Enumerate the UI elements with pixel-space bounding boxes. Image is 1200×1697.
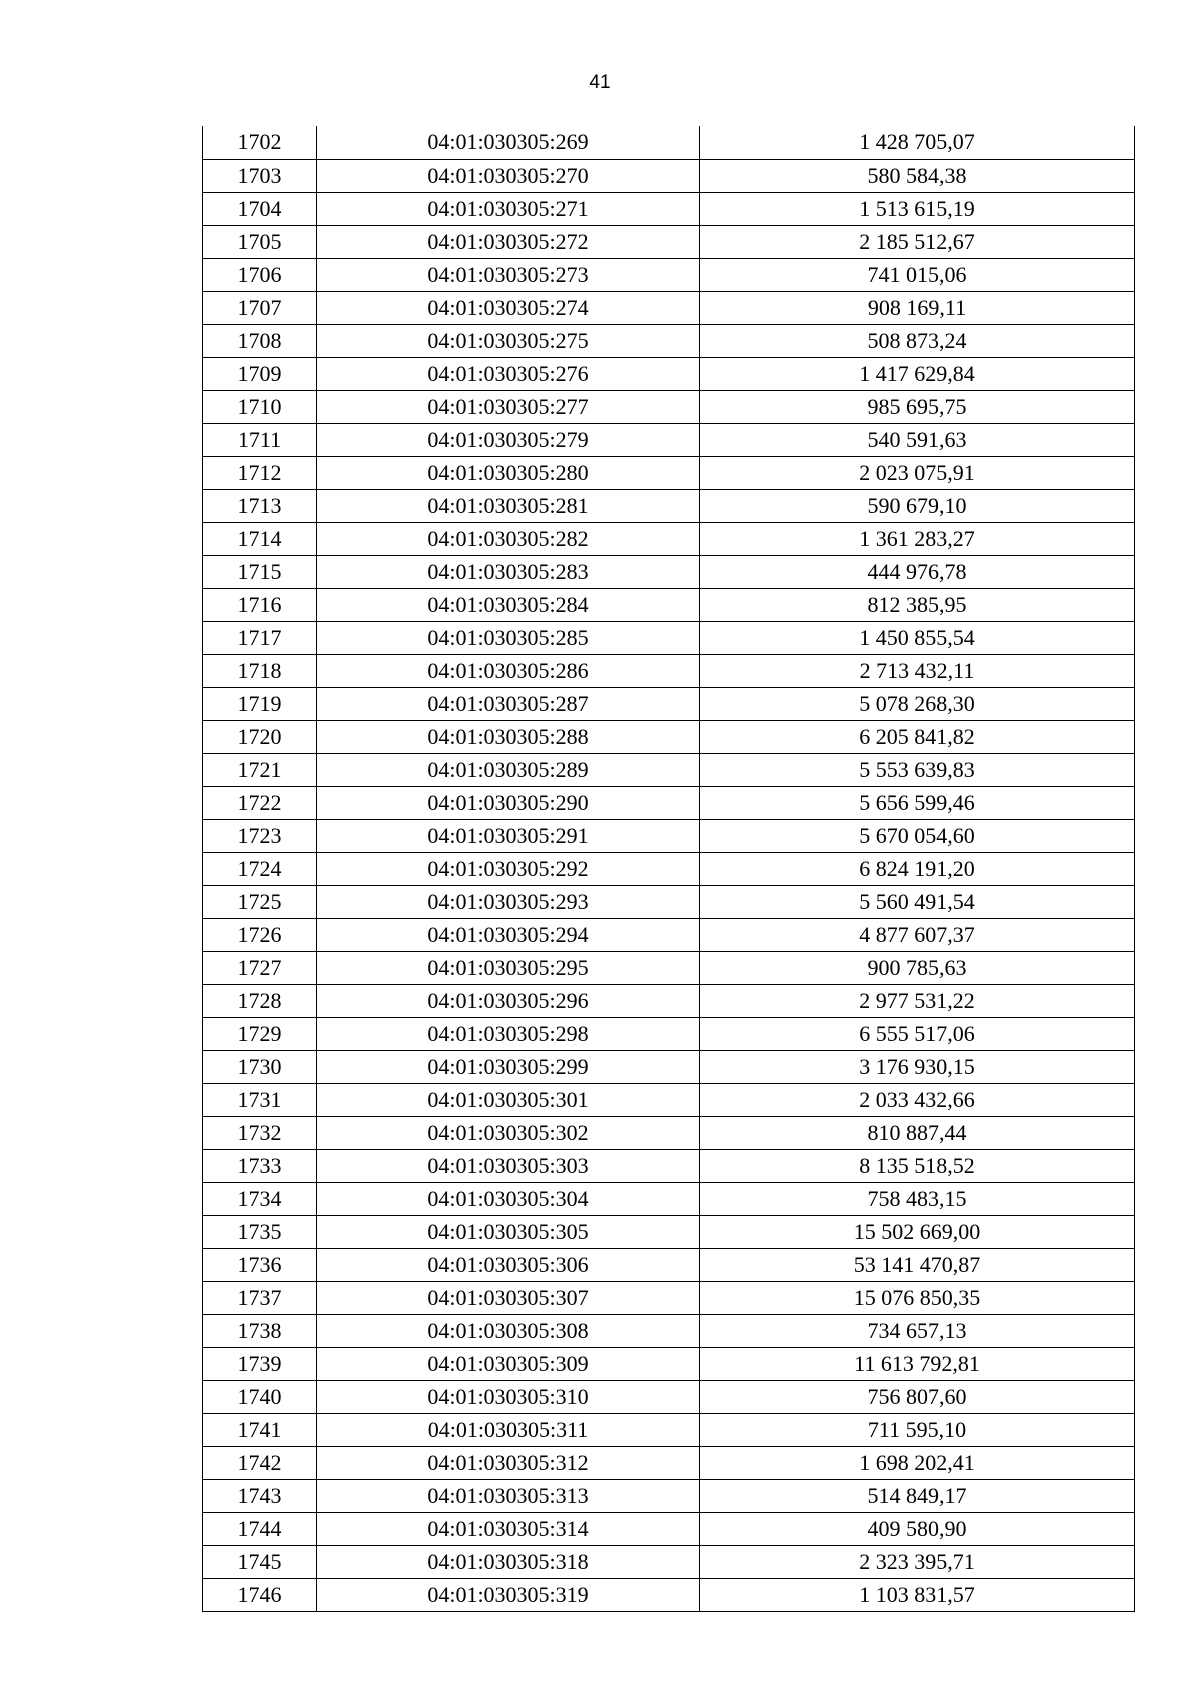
table-row	[203, 159, 1135, 192]
cadastral-value-cell: 508 873,24	[700, 324, 1135, 357]
cadastral-number-cell: 04:01:030305:283	[317, 555, 700, 588]
table-row	[203, 1479, 1135, 1512]
cadastral-number-cell: 04:01:030305:306	[317, 1248, 700, 1281]
row-number-cell: 1712	[203, 456, 317, 489]
cadastral-number-cell: 04:01:030305:295	[317, 951, 700, 984]
cadastral-number-cell: 04:01:030305:291	[317, 819, 700, 852]
cadastral-number-cell: 04:01:030305:304	[317, 1182, 700, 1215]
cadastral-number-cell: 04:01:030305:318	[317, 1545, 700, 1578]
cadastral-value-cell: 590 679,10	[700, 489, 1135, 522]
table-row	[203, 720, 1135, 753]
table-row	[203, 621, 1135, 654]
row-number-cell: 1736	[203, 1248, 317, 1281]
table-row	[203, 258, 1135, 291]
row-number-cell: 1705	[203, 225, 317, 258]
row-number-cell: 1726	[203, 918, 317, 951]
cadastral-number-cell: 04:01:030305:296	[317, 984, 700, 1017]
row-number-cell: 1708	[203, 324, 317, 357]
cadastral-value-cell: 580 584,38	[700, 159, 1135, 192]
table-row	[203, 1017, 1135, 1050]
cadastral-value-cell: 1 428 705,07	[700, 126, 1135, 159]
cadastral-value-cell: 1 417 629,84	[700, 357, 1135, 390]
cadastral-number-cell: 04:01:030305:279	[317, 423, 700, 456]
cadastral-number-cell: 04:01:030305:272	[317, 225, 700, 258]
cadastral-number-cell: 04:01:030305:284	[317, 588, 700, 621]
cadastral-value-cell: 540 591,63	[700, 423, 1135, 456]
cadastral-number-cell: 04:01:030305:298	[317, 1017, 700, 1050]
table-row	[203, 1149, 1135, 1182]
row-number-cell: 1703	[203, 159, 317, 192]
table-row	[203, 786, 1135, 819]
cadastral-value-cell: 908 169,11	[700, 291, 1135, 324]
cadastral-number-cell: 04:01:030305:270	[317, 159, 700, 192]
cadastral-value-cell: 15 076 850,35	[700, 1281, 1135, 1314]
table-row	[203, 1512, 1135, 1545]
table-row	[203, 192, 1135, 225]
cadastral-value-cell: 5 670 054,60	[700, 819, 1135, 852]
cadastral-number-cell: 04:01:030305:305	[317, 1215, 700, 1248]
cadastral-value-cell: 6 205 841,82	[700, 720, 1135, 753]
cadastral-number-cell: 04:01:030305:287	[317, 687, 700, 720]
row-number-cell: 1737	[203, 1281, 317, 1314]
table-row	[203, 1050, 1135, 1083]
cadastral-number-cell: 04:01:030305:274	[317, 291, 700, 324]
cadastral-number-cell: 04:01:030305:299	[317, 1050, 700, 1083]
row-number-cell: 1745	[203, 1545, 317, 1578]
cadastral-value-cell: 409 580,90	[700, 1512, 1135, 1545]
cadastral-number-cell: 04:01:030305:276	[317, 357, 700, 390]
row-number-cell: 1730	[203, 1050, 317, 1083]
cadastral-number-cell: 04:01:030305:286	[317, 654, 700, 687]
cadastral-number-cell: 04:01:030305:312	[317, 1446, 700, 1479]
cadastral-number-cell: 04:01:030305:282	[317, 522, 700, 555]
row-number-cell: 1742	[203, 1446, 317, 1479]
table-row	[203, 423, 1135, 456]
cadastral-value-cell: 810 887,44	[700, 1116, 1135, 1149]
table-row	[203, 1248, 1135, 1281]
cadastral-value-cell: 11 613 792,81	[700, 1347, 1135, 1380]
cadastral-number-cell: 04:01:030305:273	[317, 258, 700, 291]
cadastral-number-cell: 04:01:030305:293	[317, 885, 700, 918]
row-number-cell: 1731	[203, 1083, 317, 1116]
row-number-cell: 1728	[203, 984, 317, 1017]
table-row	[203, 1083, 1135, 1116]
row-number-cell: 1746	[203, 1578, 317, 1611]
cadastral-value-cell: 3 176 930,15	[700, 1050, 1135, 1083]
cadastral-number-cell: 04:01:030305:319	[317, 1578, 700, 1611]
row-number-cell: 1735	[203, 1215, 317, 1248]
cadastral-value-cell: 444 976,78	[700, 555, 1135, 588]
cadastral-number-cell: 04:01:030305:310	[317, 1380, 700, 1413]
row-number-cell: 1740	[203, 1380, 317, 1413]
table-row	[203, 885, 1135, 918]
cadastral-value-cell: 6 824 191,20	[700, 852, 1135, 885]
row-number-cell: 1727	[203, 951, 317, 984]
row-number-cell: 1743	[203, 1479, 317, 1512]
cadastral-number-cell: 04:01:030305:289	[317, 753, 700, 786]
table-row	[203, 819, 1135, 852]
row-number-cell: 1733	[203, 1149, 317, 1182]
table-row	[203, 1380, 1135, 1413]
table-row	[203, 951, 1135, 984]
row-number-cell: 1716	[203, 588, 317, 621]
cadastral-value-cell: 1 698 202,41	[700, 1446, 1135, 1479]
cadastral-number-cell: 04:01:030305:313	[317, 1479, 700, 1512]
table-row	[203, 357, 1135, 390]
row-number-cell: 1706	[203, 258, 317, 291]
table-row	[203, 225, 1135, 258]
table-row	[203, 390, 1135, 423]
cadastral-number-cell: 04:01:030305:275	[317, 324, 700, 357]
cadastral-value-cell: 6 555 517,06	[700, 1017, 1135, 1050]
table-row	[203, 852, 1135, 885]
table-row	[203, 291, 1135, 324]
row-number-cell: 1725	[203, 885, 317, 918]
table-row	[203, 1314, 1135, 1347]
cadastral-value-cell: 53 141 470,87	[700, 1248, 1135, 1281]
row-number-cell: 1734	[203, 1182, 317, 1215]
cadastral-value-cell: 900 785,63	[700, 951, 1135, 984]
cadastral-value-cell: 711 595,10	[700, 1413, 1135, 1446]
cadastral-number-cell: 04:01:030305:302	[317, 1116, 700, 1149]
table-body	[203, 126, 1135, 1611]
cadastral-number-cell: 04:01:030305:307	[317, 1281, 700, 1314]
row-number-cell: 1704	[203, 192, 317, 225]
cadastral-value-cell: 1 103 831,57	[700, 1578, 1135, 1611]
cadastral-number-cell: 04:01:030305:301	[317, 1083, 700, 1116]
row-number-cell: 1710	[203, 390, 317, 423]
cadastral-number-cell: 04:01:030305:271	[317, 192, 700, 225]
cadastral-value-cell: 812 385,95	[700, 588, 1135, 621]
table-row	[203, 687, 1135, 720]
table-row	[203, 1347, 1135, 1380]
cadastral-value-cell: 15 502 669,00	[700, 1215, 1135, 1248]
row-number-cell: 1709	[203, 357, 317, 390]
cadastral-number-cell: 04:01:030305:288	[317, 720, 700, 753]
row-number-cell: 1702	[203, 126, 317, 159]
row-number-cell: 1715	[203, 555, 317, 588]
table-row	[203, 1182, 1135, 1215]
cadastral-value-cell: 4 877 607,37	[700, 918, 1135, 951]
cadastral-number-cell: 04:01:030305:290	[317, 786, 700, 819]
cadastral-value-cell: 2 185 512,67	[700, 225, 1135, 258]
table-row	[203, 984, 1135, 1017]
cadastral-value-cell: 985 695,75	[700, 390, 1135, 423]
cadastral-value-table	[202, 126, 1135, 1612]
row-number-cell: 1739	[203, 1347, 317, 1380]
table-row	[203, 489, 1135, 522]
table-row	[203, 588, 1135, 621]
row-number-cell: 1718	[203, 654, 317, 687]
cadastral-value-cell: 741 015,06	[700, 258, 1135, 291]
cadastral-value-cell: 2 023 075,91	[700, 456, 1135, 489]
row-number-cell: 1732	[203, 1116, 317, 1149]
cadastral-number-cell: 04:01:030305:314	[317, 1512, 700, 1545]
row-number-cell: 1707	[203, 291, 317, 324]
cadastral-value-cell: 2 977 531,22	[700, 984, 1135, 1017]
cadastral-value-cell: 758 483,15	[700, 1182, 1135, 1215]
table-row	[203, 654, 1135, 687]
cadastral-value-cell: 1 513 615,19	[700, 192, 1135, 225]
table-row	[203, 1116, 1135, 1149]
row-number-cell: 1711	[203, 423, 317, 456]
row-number-cell: 1723	[203, 819, 317, 852]
table-row	[203, 1446, 1135, 1479]
table-row	[203, 1215, 1135, 1248]
table-row	[203, 522, 1135, 555]
cadastral-number-cell: 04:01:030305:285	[317, 621, 700, 654]
row-number-cell: 1714	[203, 522, 317, 555]
cadastral-value-cell: 1 361 283,27	[700, 522, 1135, 555]
table-row	[203, 1413, 1135, 1446]
cadastral-number-cell: 04:01:030305:280	[317, 456, 700, 489]
cadastral-value-cell: 2 713 432,11	[700, 654, 1135, 687]
row-number-cell: 1744	[203, 1512, 317, 1545]
row-number-cell: 1721	[203, 753, 317, 786]
cadastral-value-cell: 756 807,60	[700, 1380, 1135, 1413]
table-row	[203, 753, 1135, 786]
cadastral-number-cell: 04:01:030305:277	[317, 390, 700, 423]
cadastral-value-cell: 5 078 268,30	[700, 687, 1135, 720]
cadastral-value-cell: 2 033 432,66	[700, 1083, 1135, 1116]
row-number-cell: 1722	[203, 786, 317, 819]
row-number-cell: 1729	[203, 1017, 317, 1050]
cadastral-number-cell: 04:01:030305:269	[317, 126, 700, 159]
row-number-cell: 1720	[203, 720, 317, 753]
row-number-cell: 1724	[203, 852, 317, 885]
cadastral-value-cell: 5 656 599,46	[700, 786, 1135, 819]
page-number: 41	[589, 72, 611, 93]
table-row	[203, 456, 1135, 489]
cadastral-value-cell: 734 657,13	[700, 1314, 1135, 1347]
cadastral-number-cell: 04:01:030305:303	[317, 1149, 700, 1182]
table-row	[203, 1578, 1135, 1611]
table-row	[203, 555, 1135, 588]
cadastral-value-cell: 1 450 855,54	[700, 621, 1135, 654]
table-row	[203, 1281, 1135, 1314]
cadastral-value-cell: 514 849,17	[700, 1479, 1135, 1512]
cadastral-number-cell: 04:01:030305:292	[317, 852, 700, 885]
cadastral-number-cell: 04:01:030305:294	[317, 918, 700, 951]
cadastral-number-cell: 04:01:030305:311	[317, 1413, 700, 1446]
cadastral-value-cell: 5 560 491,54	[700, 885, 1135, 918]
table-row	[203, 126, 1135, 159]
cadastral-number-cell: 04:01:030305:281	[317, 489, 700, 522]
table-row	[203, 1545, 1135, 1578]
row-number-cell: 1741	[203, 1413, 317, 1446]
cadastral-value-cell: 5 553 639,83	[700, 753, 1135, 786]
table-row	[203, 918, 1135, 951]
table-row	[203, 324, 1135, 357]
cadastral-number-cell: 04:01:030305:308	[317, 1314, 700, 1347]
cadastral-value-cell: 2 323 395,71	[700, 1545, 1135, 1578]
cadastral-value-cell: 8 135 518,52	[700, 1149, 1135, 1182]
row-number-cell: 1719	[203, 687, 317, 720]
row-number-cell: 1717	[203, 621, 317, 654]
cadastral-number-cell: 04:01:030305:309	[317, 1347, 700, 1380]
row-number-cell: 1713	[203, 489, 317, 522]
row-number-cell: 1738	[203, 1314, 317, 1347]
